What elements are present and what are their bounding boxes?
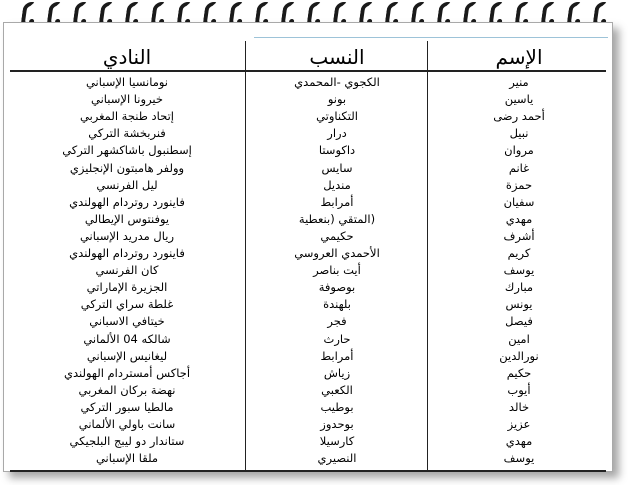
- cell-name: يوسف: [503, 263, 535, 278]
- cell-name: حكيم: [506, 365, 532, 380]
- header-separator: [10, 70, 606, 72]
- cell-club: مالطيا سبور التركي: [80, 399, 174, 414]
- cell-name: خالد: [508, 399, 530, 414]
- cell-surname: (المتقي (بنعطية: [298, 211, 376, 226]
- cell-name: أيوب: [507, 382, 531, 397]
- cell-name: أحمد رضى: [493, 109, 545, 124]
- header-name: الإسم: [495, 45, 543, 69]
- cell-surname: الكعبي: [321, 382, 353, 397]
- cell-club: ملقا الإسباني: [95, 451, 159, 466]
- cell-club: إسطنبول باشاكشهر التركي: [62, 143, 192, 158]
- cell-club: يوفنتوس الإيطالي: [84, 211, 170, 226]
- notebook-page: [3, 22, 613, 472]
- cell-surname: الكجوي -المحمدي: [294, 75, 380, 89]
- cell-name: حمزة: [505, 177, 533, 192]
- cell-name: مروان: [504, 143, 534, 158]
- cell-club: ستاندار دو ليبج البلجيكي: [69, 434, 185, 449]
- cell-club: ليل الفرنسي: [96, 177, 158, 192]
- cell-name: غانم: [508, 160, 530, 175]
- cell-club: شالكه 04 الألماني: [83, 331, 171, 346]
- header-club: النادي: [102, 45, 152, 69]
- cell-surname: درار: [327, 126, 347, 141]
- cell-club: خيتافي الاسباني: [89, 314, 165, 329]
- cell-club: غلطة سراي التركي: [80, 297, 174, 312]
- footer-separator: [10, 470, 606, 472]
- cell-surname: حارث: [323, 331, 351, 346]
- cell-surname: كارسيلا: [319, 434, 355, 449]
- cell-club: نهضة بركان المغربي: [78, 382, 176, 397]
- cell-surname: منديل: [323, 177, 351, 192]
- cell-name: يونس: [505, 297, 533, 312]
- cell-name: ياسين: [504, 92, 534, 107]
- column-divider-right: [427, 41, 428, 471]
- cell-surname: بلهندة: [323, 297, 351, 312]
- cell-name: مهدي: [505, 211, 533, 226]
- cell-surname: بونو: [327, 92, 347, 107]
- top-rule-line: [254, 37, 608, 38]
- cell-surname: حكيمي: [320, 228, 354, 243]
- cell-club: سانت باولي الألماني: [78, 417, 176, 431]
- cell-club: نومانسيا الإسباني: [85, 75, 169, 89]
- cell-surname: أمرابط: [320, 348, 354, 363]
- cell-name: نورالدين: [499, 348, 539, 363]
- cell-name: مهدي: [505, 434, 533, 449]
- cell-club: خيرونا الإسباني: [91, 92, 163, 107]
- header-surname: النسب: [309, 45, 365, 69]
- cell-surname: التكناوتي: [316, 109, 358, 124]
- cell-name: فيصل: [505, 314, 533, 329]
- cell-surname: أيت بناصر: [313, 263, 361, 278]
- cell-club: ليغانيس الإسباني: [86, 348, 168, 363]
- cell-name: كريم: [507, 246, 531, 260]
- cell-name: مبارك: [504, 280, 534, 295]
- cell-club: ريال مدريد الإسباني: [79, 228, 175, 243]
- cell-club: فنربخشة التركي: [88, 126, 166, 141]
- column-divider-left: [245, 41, 246, 471]
- cell-club: الجزيرة الإماراتي: [86, 280, 168, 295]
- cell-surname: أمرابط: [320, 194, 354, 209]
- cell-surname: بوطيب: [320, 399, 354, 414]
- cell-name: نبيل: [509, 126, 529, 141]
- cell-surname: فجر: [327, 314, 347, 329]
- cell-club: وولفر هامبتون الإنجليزي: [69, 160, 185, 175]
- cell-surname: بوصوفة: [318, 280, 356, 295]
- cell-name: سفيان: [503, 194, 535, 209]
- cell-surname: الأحمدي العروسي: [294, 246, 380, 260]
- cell-surname: زياش: [323, 365, 351, 380]
- cell-club: كان الفرنسي: [95, 263, 159, 278]
- cell-surname: بوحدوز: [320, 417, 354, 431]
- cell-club: فاينورد روتردام الهولندي: [69, 194, 185, 209]
- cell-club: إتحاد طنجة المغربي: [80, 109, 174, 124]
- cell-name: منير: [509, 75, 529, 89]
- cell-name: يوسف: [503, 451, 535, 466]
- cell-surname: سايس: [321, 160, 353, 175]
- cell-surname: النصيري: [317, 451, 357, 466]
- cell-surname: داكوستا: [318, 143, 356, 158]
- cell-name: امين: [508, 331, 530, 346]
- cell-club: فاينورد روتردام الهولندي: [69, 246, 185, 260]
- cell-name: أشرف: [503, 228, 535, 243]
- cell-club: أجاكس أمستردام الهولندي: [63, 365, 191, 380]
- cell-name: عزيز: [507, 417, 531, 431]
